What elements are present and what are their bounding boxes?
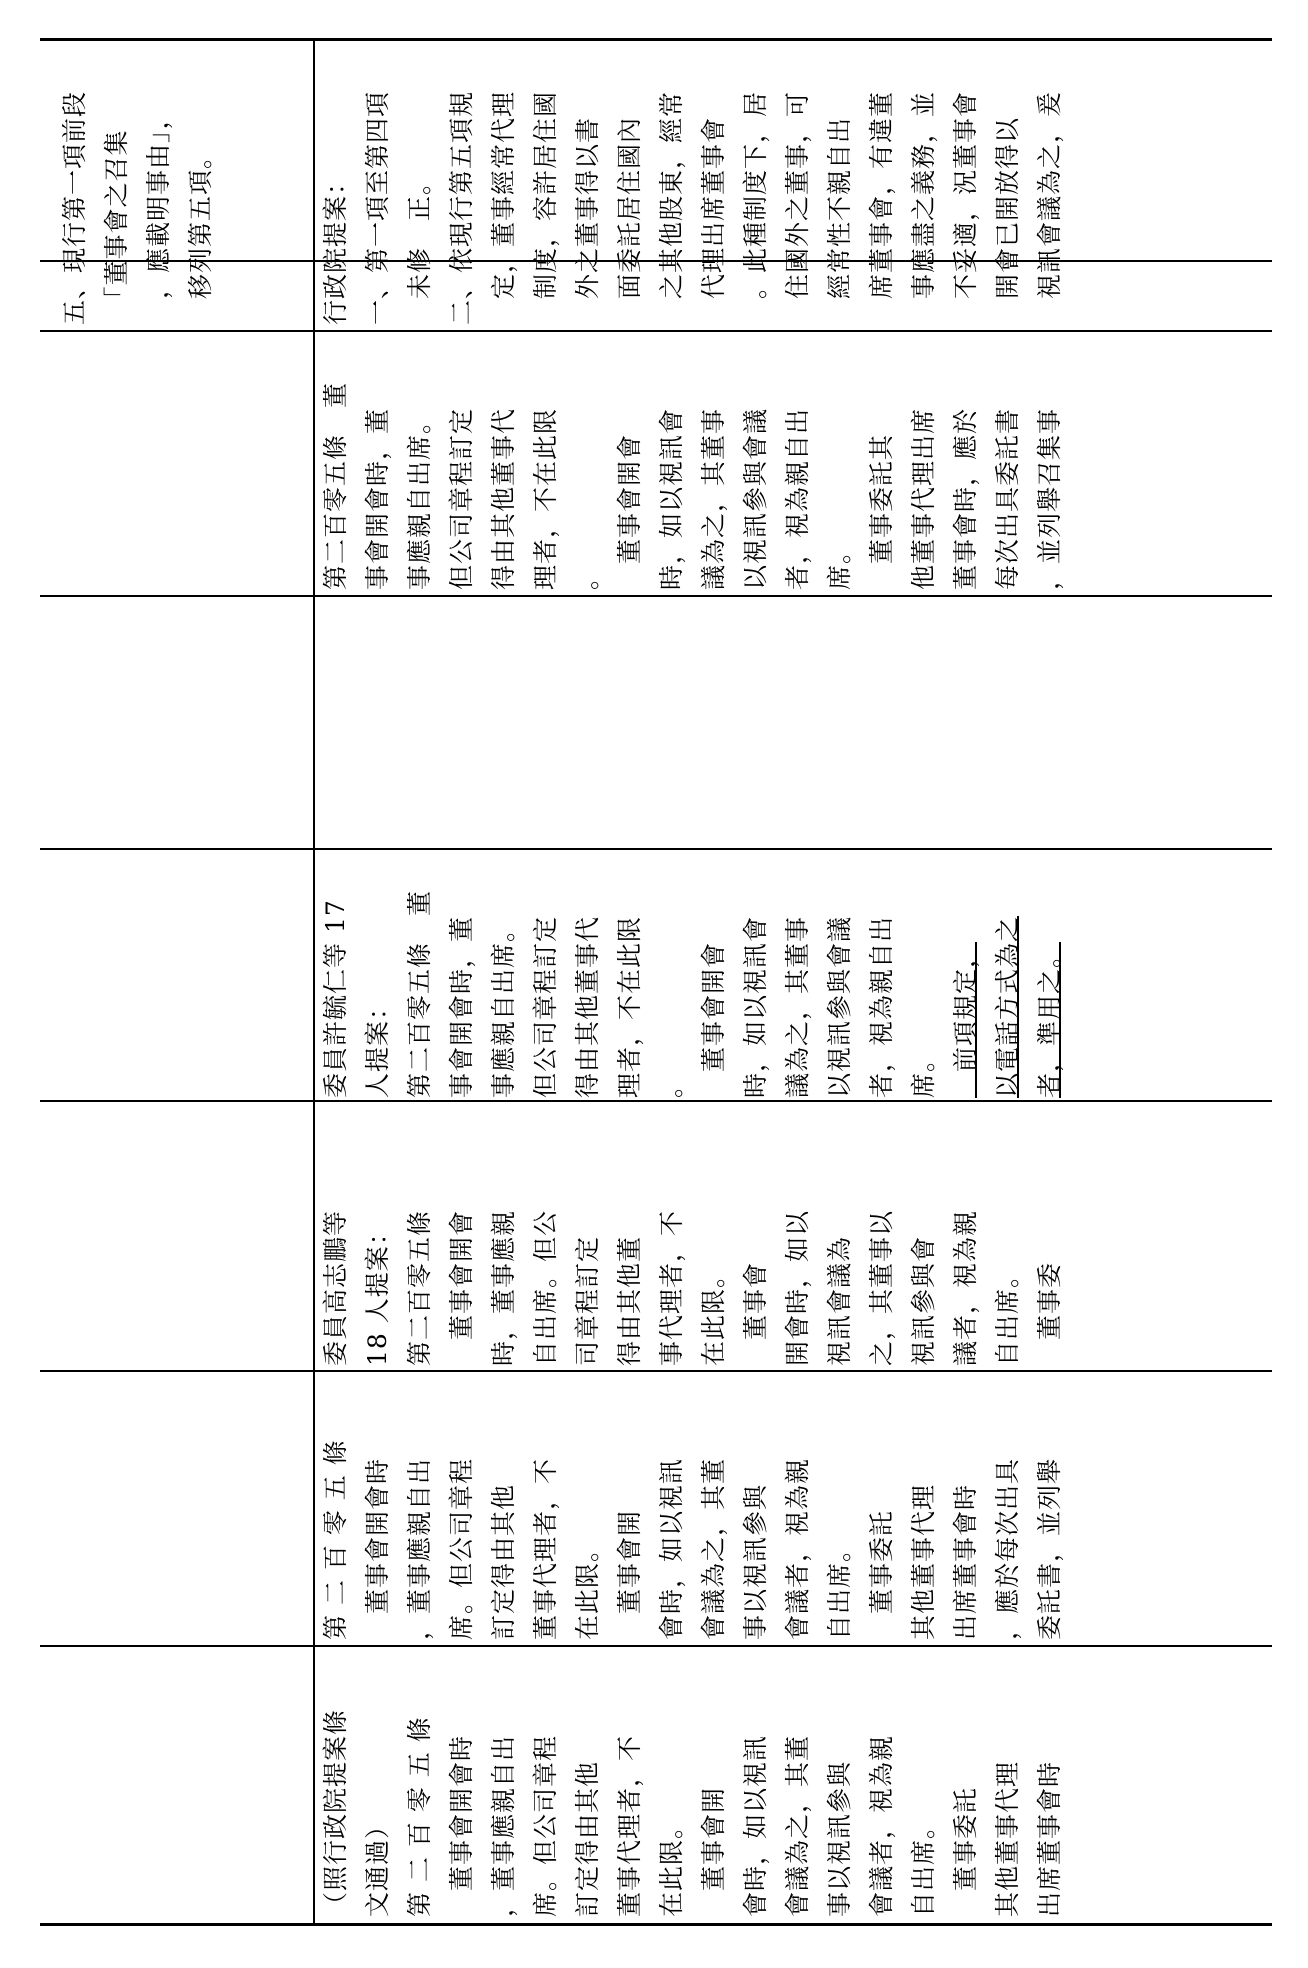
text-line: 訂定得由其他 xyxy=(489,1483,518,1640)
text-line: 視訊會議為之，爰 xyxy=(1035,90,1064,325)
text-line: 會議為之，其董 xyxy=(699,1457,728,1640)
text-column xyxy=(54,91,222,325)
text-line: 以視訊參與會議 xyxy=(741,407,770,590)
text-line: 理者，不在此限 xyxy=(615,915,644,1098)
text-line: 董事會開會 xyxy=(699,941,728,1098)
text-line: 會議者，視為親 xyxy=(867,1734,896,1917)
text-line: 席。 xyxy=(909,1045,938,1098)
table-bottom-border xyxy=(40,1923,1272,1926)
text-line: 董事會開會時 xyxy=(447,1734,476,1917)
text-line: 定，董事經常代理 xyxy=(489,90,518,325)
text-column xyxy=(315,890,1071,1098)
text-line: 議為之，其董事 xyxy=(783,915,812,1098)
text-line: 會議為之，其董 xyxy=(783,1734,812,1917)
row-explanation-top xyxy=(40,40,313,330)
text-line: 席。但公司章程 xyxy=(531,1734,560,1917)
text-line: 開會已開放得以 xyxy=(993,116,1022,325)
text-line: 事應親自出席。 xyxy=(489,915,518,1098)
row-passed-text xyxy=(315,1647,1272,1923)
text-line: 議為之，其董事 xyxy=(699,407,728,590)
text-line: 董事委 xyxy=(1035,1261,1064,1366)
text-line: 第 二 百 零 五 條 xyxy=(405,1716,434,1917)
row-proposal-hsu xyxy=(315,850,1272,1100)
text-line: 人提案： xyxy=(363,993,392,1098)
text-line: 第二百零五條 董 xyxy=(321,381,350,590)
text-line: 不妥適，況董事會 xyxy=(951,90,980,325)
text-line: 董事會 xyxy=(741,1261,770,1366)
text-line: 董事會時，應於 xyxy=(951,407,980,590)
text-line: 但公司章程訂定 xyxy=(447,407,476,590)
text-line: 董事會開 xyxy=(699,1786,728,1917)
text-line: 時，如以視訊會 xyxy=(741,915,770,1098)
text-line: 但公司章程訂定 xyxy=(531,915,560,1098)
text-line: 住國外之董事，可 xyxy=(783,90,812,325)
text-line: 訂定得由其他 xyxy=(573,1760,602,1917)
text-line: 以電話方式為之 xyxy=(993,915,1022,1098)
text-line: 其他董事代理 xyxy=(909,1483,938,1640)
text-line: 外之董事得以書 xyxy=(573,116,602,325)
text-line: 事應親自出席。 xyxy=(405,407,434,590)
text-line: ，董事應親自出 xyxy=(405,1457,434,1640)
text-line: 。 xyxy=(573,563,602,590)
text-line: 會時，如以視訊 xyxy=(741,1734,770,1917)
text-line: 他董事代理出席 xyxy=(909,407,938,590)
text-line: 董事委託 xyxy=(951,1786,980,1917)
text-line: 自出席。但公 xyxy=(531,1209,560,1366)
text-line: 二、依現行第五項規 xyxy=(447,90,476,325)
text-line: 第 二 百 零 五 條 xyxy=(321,1439,350,1640)
row-explanation xyxy=(315,40,1272,330)
text-line: 司章程訂定 xyxy=(573,1235,602,1366)
text-line: 董事會開會 xyxy=(615,433,644,590)
text-line: 時，如以視訊會 xyxy=(657,407,686,590)
text-line: 視訊參與會 xyxy=(909,1235,938,1366)
text-line: 在此限。 xyxy=(657,1812,686,1917)
text-line: 前項規定， xyxy=(951,941,980,1098)
text-line: 第二百零五條 xyxy=(405,1209,434,1366)
text-line: ，並列舉召集事 xyxy=(1035,407,1064,590)
text-line: 事以視訊參與 xyxy=(741,1483,770,1640)
text-line: 面委託居住國內 xyxy=(615,116,644,325)
text-line: 之其他股東，經常 xyxy=(657,90,686,325)
row-proposal-kao xyxy=(315,1102,1272,1370)
text-column xyxy=(315,1709,1071,1917)
text-line: 代理出席董事會 xyxy=(699,116,728,325)
row-current-law xyxy=(315,1372,1272,1645)
text-line: 事代理者，不 xyxy=(657,1209,686,1366)
text-line: 得由其他董事代 xyxy=(489,407,518,590)
text-line: 自出席。 xyxy=(825,1535,854,1640)
text-line: 委員高志鵬等 xyxy=(321,1209,350,1366)
text-line: 者，視為親自出 xyxy=(783,407,812,590)
text-line: 董事代理者，不 xyxy=(531,1457,560,1640)
text-line: 席。 xyxy=(825,537,854,590)
text-line: 者，準用之。 xyxy=(1035,941,1064,1098)
text-line: 董事代理者，不 xyxy=(615,1734,644,1917)
text-line: 事會開會時，董 xyxy=(447,915,476,1098)
text-line: 自出席。 xyxy=(993,1261,1022,1366)
text-line: ，應載明事由」， xyxy=(144,103,173,325)
text-line: 席。但公司章程 xyxy=(447,1457,476,1640)
text-line: 會時，如以視訊 xyxy=(657,1457,686,1640)
text-line: 董事會開會時 xyxy=(363,1457,392,1640)
text-line: 出席董事會時 xyxy=(951,1483,980,1640)
text-column xyxy=(315,382,1071,590)
text-line: 文通過） xyxy=(363,1812,392,1917)
text-line: 移列第五項。 xyxy=(186,142,215,325)
text-line: 事應盡之義務，並 xyxy=(909,90,938,325)
text-line: 一、第一項至第四項 xyxy=(363,90,392,325)
text-line: 經常性不親自出 xyxy=(825,116,854,325)
text-line: ，董事應親自出 xyxy=(489,1734,518,1917)
text-line: 出席董事會時 xyxy=(1035,1760,1064,1917)
text-line: 事以視訊參與 xyxy=(825,1760,854,1917)
text-line: 第二百零五條 董 xyxy=(405,889,434,1098)
text-line: 每次出具委託書 xyxy=(993,407,1022,590)
text-line: 其他董事代理 xyxy=(993,1760,1022,1917)
text-line: 視訊會議為 xyxy=(825,1235,854,1366)
text-line: 在此限。 xyxy=(699,1261,728,1366)
text-line: （照行政院提案條 xyxy=(321,1708,350,1917)
text-line: 者，視為親自出 xyxy=(867,915,896,1098)
text-line: 制度，容許居住國 xyxy=(531,90,560,325)
text-line: 董事委託其 xyxy=(867,433,896,590)
text-line: 以視訊參與會議 xyxy=(825,915,854,1098)
text-line: 董事會開 xyxy=(615,1509,644,1640)
text-line: 席董事會，有違董 xyxy=(867,90,896,325)
text-line: 。此種制度下，居 xyxy=(741,90,770,325)
text-line: 委員許毓仁等 17 xyxy=(321,899,350,1098)
row-executive-proposal xyxy=(315,332,1272,595)
text-line: 董事委託 xyxy=(867,1509,896,1640)
text-line: 「董事會之召集 xyxy=(102,129,131,325)
text-line: 行政院提案： xyxy=(321,168,350,325)
text-line: 之，其董事以 xyxy=(867,1209,896,1366)
text-column xyxy=(315,1439,1071,1640)
text-line: 自出席。 xyxy=(909,1812,938,1917)
text-line: 得由其他董事代 xyxy=(573,915,602,1098)
row-empty xyxy=(315,597,1272,848)
text-line: 五、現行第一項前段 xyxy=(60,90,89,325)
text-line: 18 人提案： xyxy=(363,1219,392,1366)
text-line: 會議者，視為親 xyxy=(783,1457,812,1640)
text-column xyxy=(315,1210,1071,1366)
text-line: 。 xyxy=(657,1071,686,1098)
text-line: 得由其他董 xyxy=(615,1235,644,1366)
text-line: 時，董事應親 xyxy=(489,1209,518,1366)
text-line: 在此限。 xyxy=(573,1535,602,1640)
text-line: 理者，不在此限 xyxy=(531,407,560,590)
text-line: 開會時，如以 xyxy=(783,1209,812,1366)
text-column xyxy=(315,91,1071,325)
text-line: ，應於每次出具 xyxy=(993,1457,1022,1640)
text-line: 未修 正。 xyxy=(405,168,434,325)
text-line: 董事會開會 xyxy=(447,1209,476,1366)
text-line: 議者，視為親 xyxy=(951,1209,980,1366)
text-line: 委託書，並列舉 xyxy=(1035,1457,1064,1640)
text-line: 事會開會時，董 xyxy=(363,407,392,590)
